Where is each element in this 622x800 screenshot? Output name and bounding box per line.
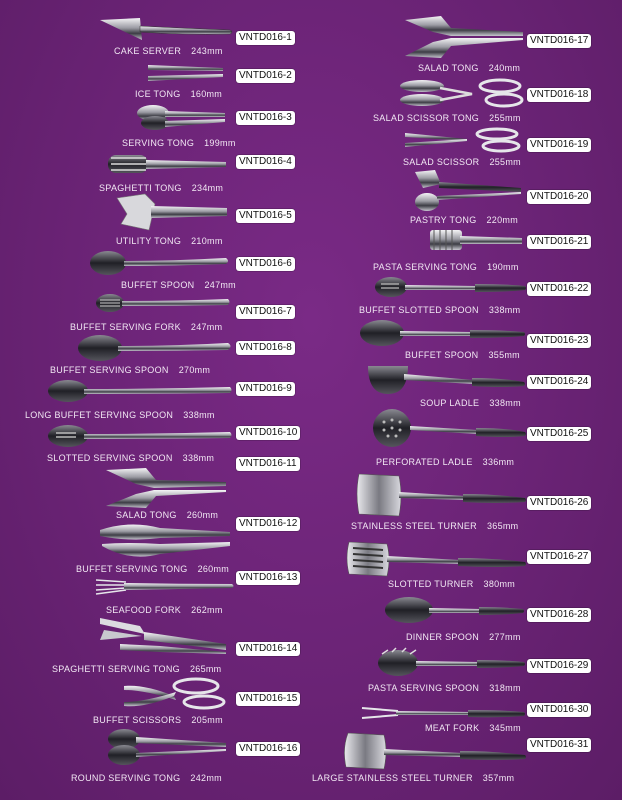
product-code: VNTD016-8	[236, 341, 295, 355]
product-size: 247mm	[204, 280, 236, 290]
product-code: VNTD016-25	[527, 427, 591, 441]
product-name: SPAGHETTI TONG	[99, 183, 182, 193]
product-code: VNTD016-23	[527, 334, 591, 348]
product-size: 318mm	[489, 683, 521, 693]
product-code: VNTD016-19	[527, 138, 591, 152]
slotted-spoon-icon	[375, 276, 527, 298]
product-label	[116, 236, 223, 246]
product-code: VNTD016-6	[236, 257, 295, 271]
product-size: 242mm	[190, 773, 222, 783]
product-label	[376, 457, 514, 467]
product-name: PASTA SERVING SPOON	[368, 683, 480, 693]
product-name: BUFFET SERVING FORK	[70, 322, 181, 332]
product-name: ROUND SERVING TONG	[71, 773, 181, 783]
product-label	[373, 113, 521, 123]
product-label	[25, 410, 215, 420]
product-size: 160mm	[190, 89, 223, 99]
product-name: DINNER SPOON	[406, 632, 480, 642]
buffet-scissors-icon	[124, 676, 232, 712]
product-name: SALAD SCISSOR TONG	[373, 113, 480, 123]
product-label	[312, 773, 514, 783]
product-size: 262mm	[191, 605, 223, 615]
product-label	[106, 605, 223, 615]
product-size: 355mm	[488, 350, 520, 360]
product-label	[93, 715, 223, 725]
product-label	[405, 350, 520, 360]
product-label	[50, 365, 210, 375]
product-name: BUFFET SPOON	[405, 350, 479, 360]
product-name: SLOTTED SERVING SPOON	[47, 453, 173, 463]
product-code: VNTD016-31	[527, 738, 591, 752]
product-code: VNTD016-21	[527, 235, 591, 249]
product-code: VNTD016-17	[527, 34, 591, 48]
product-label	[373, 262, 519, 272]
product-size: 247mm	[190, 322, 223, 332]
buffet-spoon-icon	[90, 249, 230, 277]
product-code: VNTD016-20	[527, 190, 591, 204]
product-label	[420, 398, 521, 408]
perforated-ladle-icon	[372, 408, 527, 448]
product-size: 357mm	[482, 773, 515, 783]
product-code: VNTD016-10	[236, 426, 300, 440]
product-size: 199mm	[204, 138, 236, 148]
product-name: ICE TONG	[135, 89, 181, 99]
soup-ladle-icon	[368, 360, 526, 396]
pasta-spoon-icon	[378, 648, 526, 678]
product-code: VNTD016-13	[236, 571, 300, 585]
product-code: VNTD016-12	[236, 517, 300, 531]
product-size: 260mm	[197, 564, 230, 574]
product-label	[47, 453, 214, 463]
product-name: PASTRY TONG	[410, 215, 477, 225]
long-spoon-icon	[48, 378, 233, 404]
product-label	[114, 46, 223, 56]
spaghetti-tong-icon	[108, 152, 228, 178]
product-code: VNTD016-30	[527, 703, 591, 717]
product-name: BUFFET SCISSORS	[93, 715, 182, 725]
product-size: 338mm	[488, 305, 521, 315]
pasta-tong-icon	[430, 228, 525, 252]
product-code: VNTD016-28	[527, 608, 591, 622]
product-size: 338mm	[489, 398, 521, 408]
product-label	[388, 579, 515, 589]
slotted-turner-icon	[345, 540, 527, 578]
slotted-spoon-icon	[48, 423, 233, 449]
product-name: SERVING TONG	[122, 138, 195, 148]
cake-server-icon	[100, 18, 235, 44]
seafood-fork-icon	[96, 576, 236, 598]
product-name: SALAD TONG	[116, 510, 177, 520]
product-code: VNTD016-26	[527, 496, 591, 510]
product-size: 205mm	[191, 715, 223, 725]
product-name: PASTA SERVING TONG	[373, 262, 478, 272]
product-code: VNTD016-29	[527, 659, 591, 673]
pastry-tong-icon	[415, 170, 525, 212]
product-code: VNTD016-1	[236, 31, 295, 45]
product-code: VNTD016-7	[236, 305, 295, 319]
salad-scissor-icon	[405, 127, 527, 153]
product-size: 255mm	[489, 113, 521, 123]
product-code: VNTD016-16	[236, 742, 300, 756]
product-label	[99, 183, 223, 193]
turner-icon	[355, 472, 527, 518]
product-label	[135, 89, 222, 99]
product-name: MEAT FORK	[425, 723, 480, 733]
product-code: VNTD016-27	[527, 550, 591, 564]
product-label	[418, 63, 520, 73]
product-name: LONG BUFFET SERVING SPOON	[25, 410, 174, 420]
product-name: BUFFET SPOON	[121, 280, 195, 290]
product-label	[368, 683, 521, 693]
product-size: 338mm	[182, 453, 215, 463]
buffet-spoon-icon	[360, 318, 526, 348]
product-name: PERFORATED LADLE	[376, 457, 473, 467]
scissor-tong-icon	[400, 78, 525, 108]
product-code: VNTD016-22	[527, 282, 591, 296]
large-turner-icon	[342, 733, 527, 771]
product-code: VNTD016-5	[236, 209, 295, 223]
product-size: 240mm	[488, 63, 521, 73]
product-label	[122, 138, 236, 148]
product-name: SLOTTED TURNER	[388, 579, 474, 589]
product-code: VNTD016-14	[236, 642, 300, 656]
product-label	[76, 564, 229, 574]
product-label	[425, 723, 521, 733]
product-size: 338mm	[183, 410, 215, 420]
meat-fork-icon	[362, 703, 526, 723]
salad-tong-icon	[405, 16, 527, 58]
product-name: SOUP LADLE	[420, 398, 480, 408]
product-size: 234mm	[191, 183, 224, 193]
product-size: 190mm	[487, 262, 519, 272]
buffet-serving-tong-icon	[100, 520, 235, 562]
product-size: 220mm	[486, 215, 519, 225]
round-serving-tong-icon	[106, 727, 230, 767]
product-size: 210mm	[191, 236, 223, 246]
product-name: SALAD SCISSOR	[403, 157, 480, 167]
serving-spoon-icon	[78, 332, 233, 364]
product-code: VNTD016-11	[236, 457, 300, 471]
product-size: 255mm	[489, 157, 521, 167]
product-name: SEAFOOD FORK	[106, 605, 182, 615]
ice-tong-icon	[148, 62, 228, 84]
product-name: BUFFET SERVING TONG	[76, 564, 188, 574]
salad-tong-icon	[106, 468, 231, 508]
product-size: 270mm	[178, 365, 211, 375]
product-code: VNTD016-24	[527, 375, 591, 389]
product-size: 277mm	[489, 632, 521, 642]
dinner-spoon-icon	[385, 595, 525, 625]
product-size: 265mm	[189, 664, 222, 674]
product-name: CAKE SERVER	[114, 46, 182, 56]
product-name: SPAGHETTI SERVING TONG	[52, 664, 180, 674]
product-size: 243mm	[191, 46, 223, 56]
product-label	[403, 157, 521, 167]
product-label	[52, 664, 221, 674]
product-code: VNTD016-4	[236, 155, 295, 169]
product-size: 336mm	[482, 457, 515, 467]
product-code: VNTD016-2	[236, 69, 295, 83]
product-name: BUFFET SLOTTED SPOON	[359, 305, 479, 315]
product-label	[121, 280, 236, 290]
product-label	[406, 632, 521, 642]
product-size: 380mm	[483, 579, 516, 589]
product-name: LARGE STAINLESS STEEL TURNER	[312, 773, 473, 783]
product-size: 365mm	[486, 521, 519, 531]
spaghetti-serving-tong-icon	[100, 618, 230, 658]
product-code: VNTD016-9	[236, 382, 295, 396]
product-name: SALAD TONG	[418, 63, 479, 73]
serving-fork-icon	[96, 292, 231, 314]
product-label	[351, 521, 518, 531]
utility-tong-icon	[115, 194, 230, 232]
product-name: UTILITY TONG	[116, 236, 182, 246]
product-label	[410, 215, 518, 225]
serving-tong-icon	[137, 103, 227, 133]
product-name: BUFFET SERVING SPOON	[50, 365, 169, 375]
product-code: VNTD016-18	[527, 88, 591, 102]
product-name: STAINLESS STEEL TURNER	[351, 521, 477, 531]
product-label	[70, 322, 222, 332]
product-size: 260mm	[186, 510, 219, 520]
product-code: VNTD016-15	[236, 692, 300, 706]
product-label	[116, 510, 218, 520]
product-code: VNTD016-3	[236, 111, 295, 125]
product-label	[71, 773, 222, 783]
product-size: 345mm	[489, 723, 521, 733]
product-label	[359, 305, 520, 315]
